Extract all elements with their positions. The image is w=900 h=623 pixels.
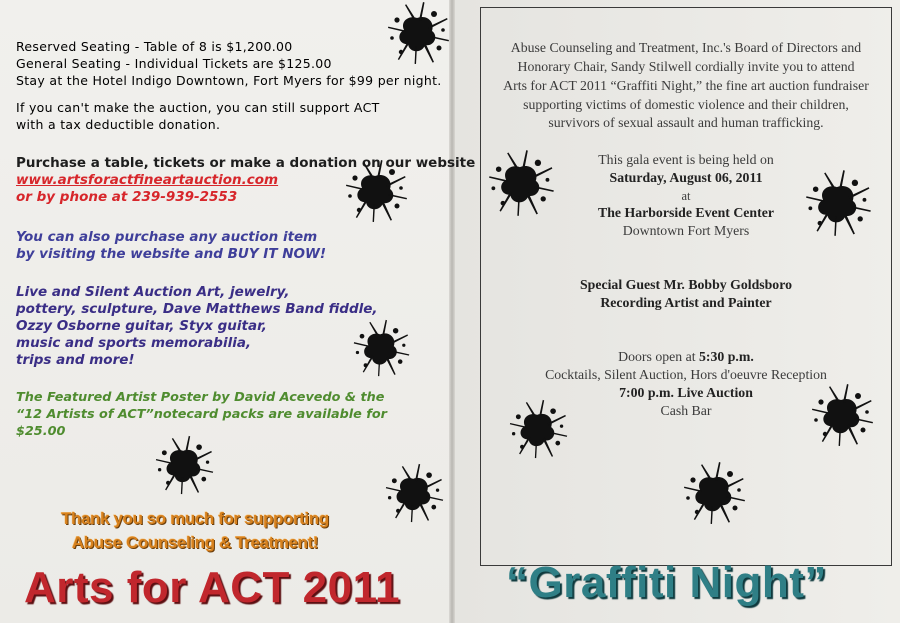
ink-splat-icon xyxy=(386,0,452,66)
seating-line: Reserved Seating - Table of 8 is $1,200.00 xyxy=(16,39,293,54)
ink-splat-icon xyxy=(682,460,748,526)
purchase-heading: Purchase a table, tickets or make a donation on our website xyxy=(16,155,476,171)
donation-info xyxy=(16,99,380,133)
ink-splat-icon xyxy=(804,168,874,238)
auction-item-line: Ozzy Osborne guitar, Styx guitar, xyxy=(16,318,267,334)
featured-line: The Featured Artist Poster by David Acevedo & the xyxy=(16,390,385,405)
invitation-line: Arts for ACT 2011 “Graffiti Night,” the fine art auction fundraiser xyxy=(503,78,869,93)
page-fold xyxy=(449,0,455,623)
invitation-line: Abuse Counseling and Treatment, Inc.'s Board of Directors and xyxy=(510,40,862,55)
buy-it-now-info xyxy=(16,229,326,263)
ink-splat-icon xyxy=(384,462,446,524)
ink-splat-icon xyxy=(352,318,412,378)
doors-open xyxy=(480,348,892,366)
at-word: at xyxy=(681,189,691,203)
event-date: Saturday, August 06, 2011 xyxy=(609,170,763,185)
featured-line: “12 Artists of ACT”notecard packs are available for xyxy=(16,407,387,422)
reception-info: Cocktails, Silent Auction, Hors d'oeuvre Reception xyxy=(545,367,827,382)
event-intro: This gala event is being held on xyxy=(598,152,774,167)
thank-you-line: Thank you so much for supporting xyxy=(61,509,329,528)
invitation-line: supporting victims of domestic violence and their children, xyxy=(523,97,849,112)
cash-bar: Cash Bar xyxy=(660,403,712,418)
ink-splat-icon xyxy=(487,148,557,218)
venue-location: Downtown Fort Myers xyxy=(622,223,750,238)
buy-line: by visiting the website and BUY IT NOW! xyxy=(16,246,327,262)
ink-splat-icon xyxy=(344,158,410,224)
invitation-line: Honorary Chair, Sandy Stilwell cordially invite you to attend xyxy=(517,59,855,74)
auction-item-line: pottery, sculpture, Dave Matthews Band fiddle, xyxy=(16,301,378,317)
featured-artist-info xyxy=(16,389,387,440)
phone-number: or by phone at 239-939-2553 xyxy=(16,189,238,205)
seating-line: Stay at the Hotel Indigo Downtown, Fort Myers for $99 per night. xyxy=(16,73,442,88)
live-auction-time: 7:00 p.m. Live Auction xyxy=(619,385,753,400)
donation-line: If you can't make the auction, you can still support ACT xyxy=(16,100,380,115)
auction-item-line: music and sports memorabilia, xyxy=(16,335,252,351)
seating-line: General Seating - Individual Tickets are $125.00 xyxy=(16,56,332,71)
ink-splat-icon xyxy=(508,398,570,460)
guest-title: Recording Artist and Painter xyxy=(600,295,772,310)
featured-line: $25.00 xyxy=(16,424,66,439)
arts-for-act-banner: Arts for ACT 2011 xyxy=(24,563,401,612)
auction-item-line: Live and Silent Auction Art, jewelry, xyxy=(16,284,290,300)
doors-prefix: Doors open at xyxy=(618,349,700,364)
doors-time: 5:30 p.m. xyxy=(699,349,754,364)
ink-splat-icon xyxy=(154,434,216,496)
auction-item-line: trips and more! xyxy=(16,352,135,368)
ink-splat-icon xyxy=(810,382,876,448)
buy-line: You can also purchase any auction item xyxy=(16,229,318,245)
auction-items xyxy=(16,284,378,369)
thank-you-line: Abuse Counseling & Treatment! xyxy=(71,533,319,552)
invitation-line: survivors of sexual assault and human trafficking. xyxy=(548,115,824,130)
donation-line: with a tax deductible donation. xyxy=(16,117,221,132)
graffiti-night-banner: “Graffiti Night” xyxy=(506,558,827,607)
website-link[interactable]: www.artsforactfineartauction.com xyxy=(16,172,279,188)
seating-info xyxy=(16,38,442,89)
venue-name: The Harborside Event Center xyxy=(598,205,774,220)
special-guest: Special Guest Mr. Bobby Goldsboro xyxy=(580,277,792,292)
